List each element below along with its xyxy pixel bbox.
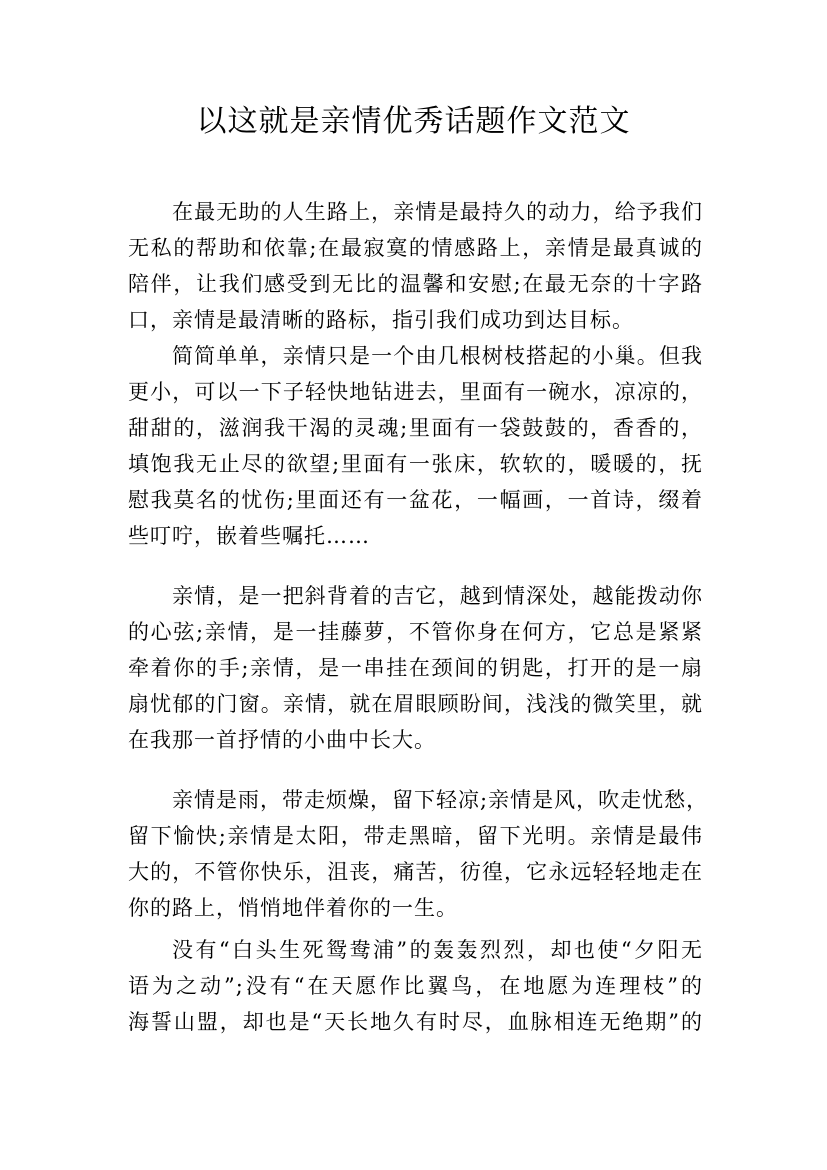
paragraph-2-line-5: 慰我莫名的忧伤;里面还有一盆花，一幅画，一首诗，缀着 xyxy=(128,488,703,512)
paragraph-3-line-3: 牵着你的手;亲情，是一串挂在颈间的钥匙，打开的是一扇 xyxy=(128,656,703,680)
paragraph-3-line-1: 亲情，是一把斜背着的吉它，越到情深处，越能拨动你 xyxy=(172,584,703,608)
paragraph-2-line-3: 甜甜的，滋润我干渴的灵魂;里面有一袋鼓鼓的，香香的， xyxy=(128,416,703,440)
paragraph-2-line-4: 填饱我无止尽的欲望;里面有一张床，软软的，暖暖的，抚 xyxy=(128,452,703,476)
paragraph-5-line-2: 语为之动”;没有“在天愿作比翼鸟，在地愿为连理枝”的 xyxy=(128,974,703,998)
paragraph-1-line-3: 陪伴，让我们感受到无比的温馨和安慰;在最无奈的十字路 xyxy=(128,272,703,296)
paragraph-3-line-4: 扇忧郁的门窗。亲情，就在眉眼顾盼间，浅浅的微笑里，就 xyxy=(128,692,703,716)
paragraph-1-line-4: 口，亲情是最清晰的路标，指引我们成功到达目标。 xyxy=(128,308,634,332)
paragraph-5-line-3: 海誓山盟，却也是“天长地久有时尽，血脉相连无绝期”的 xyxy=(128,1010,703,1034)
paragraph-4-line-2: 留下愉快;亲情是太阳，带走黑暗，留下光明。亲情是最伟 xyxy=(128,824,703,848)
paragraph-2-line-6: 些叮咛，嵌着些嘱托…… xyxy=(128,524,370,548)
paragraph-3-line-5: 在我那一首抒情的小曲中长大。 xyxy=(128,728,436,752)
paragraph-4-line-1: 亲情是雨，带走烦燥，留下轻凉;亲情是风，吹走忧愁， xyxy=(172,788,709,812)
paragraph-1-line-2: 无私的帮助和依靠;在最寂寞的情感路上，亲情是最真诚的 xyxy=(128,236,703,260)
document-title: 以这就是亲情优秀话题作文范文 xyxy=(196,104,631,139)
paragraph-2-line-2: 更小，可以一下子轻快地钻进去，里面有一碗水，凉凉的， xyxy=(128,380,703,404)
paragraph-1-line-1: 在最无助的人生路上，亲情是最持久的动力，给予我们 xyxy=(172,200,703,224)
paragraph-2-line-1: 简简单单，亲情只是一个由几根树枝搭起的小巢。但我 xyxy=(172,344,703,368)
paragraph-4-line-4: 你的路上，悄悄地伴着你的一生。 xyxy=(128,896,458,920)
paragraph-3-line-2: 的心弦;亲情，是一挂藤萝，不管你身在何方，它总是紧紧 xyxy=(128,620,703,644)
paragraph-4-line-3: 大的，不管你快乐，沮丧，痛苦，彷徨，它永远轻轻地走在 xyxy=(128,860,703,884)
paragraph-5-line-1: 没有“白头生死鸳鸯浦”的轰轰烈烈，却也使“夕阳无 xyxy=(172,938,703,962)
